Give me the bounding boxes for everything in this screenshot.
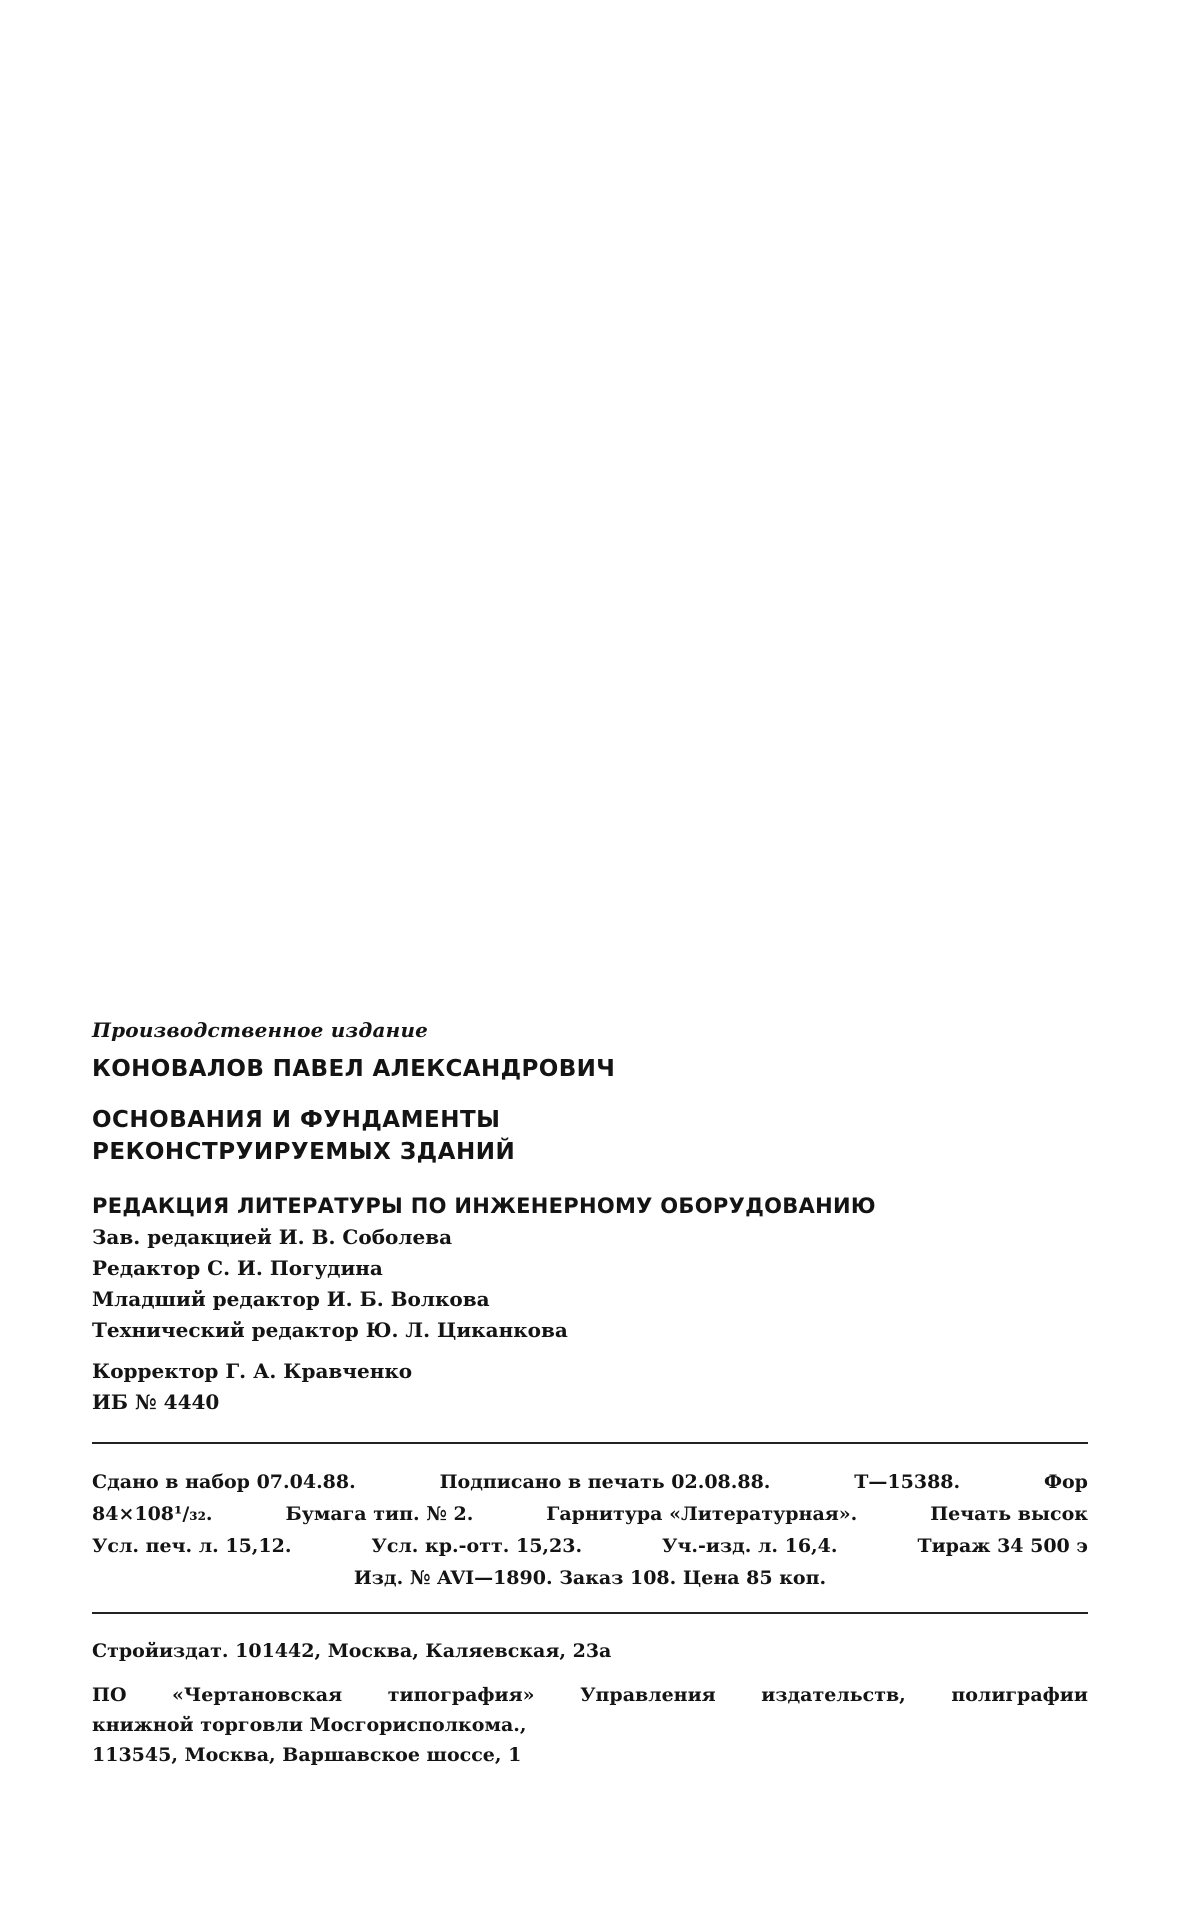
print-detail: Сдано в набор 07.04.88. [92,1471,356,1493]
book-title-line: ОСНОВАНИЯ И ФУНДАМЕНТЫ [92,1107,501,1133]
staff-line: Технический редактор Ю. Л. Циканкова [92,1318,568,1342]
print-details-line [92,1466,1088,1498]
printer-word: издательств, [761,1684,906,1706]
divider-rule [92,1442,1088,1444]
printer-word: «Чертановская [172,1684,343,1706]
printer-address: 113545, Москва, Варшавское шоссе, 1 [92,1744,522,1766]
print-detail: Гарнитура «Литературная». [546,1503,858,1525]
print-details-line [92,1498,1088,1530]
print-detail: Бумага тип. № 2. [285,1503,474,1525]
author-name: КОНОВАЛОВ ПАВЕЛ АЛЕКСАНДРОВИЧ [92,1056,616,1082]
print-detail: Т—15388. [854,1471,961,1493]
publisher-address: Стройиздат. 101442, Москва, Каляевская, 23а [92,1640,612,1662]
edition-type: Производственное издание [92,1018,429,1042]
print-detail: Печать высок [930,1503,1088,1525]
print-detail: 84×108¹/₃₂. [92,1503,213,1525]
printer-word: Управления [580,1684,716,1706]
colophon [92,1018,1088,1770]
print-detail: Уч.-изд. л. 16,4. [662,1535,838,1557]
printer-line: книжной торговли Мосгорисполкома., [92,1714,527,1736]
print-details-line: Изд. № AVI—1890. Заказ 108. Цена 85 коп. [353,1567,827,1589]
divider-rule [92,1612,1088,1614]
staff-line: Зав. редакцией И. В. Соболева [92,1225,453,1249]
printer-info [92,1680,1088,1770]
print-detail: Тираж 34 500 э [917,1535,1088,1557]
editorial-office: РЕДАКЦИЯ ЛИТЕРАТУРЫ ПО ИНЖЕНЕРНОМУ ОБОРУДОВАНИЮ [92,1194,876,1218]
book-title-line: РЕКОНСТРУИРУЕМЫХ ЗДАНИЙ [92,1139,516,1165]
book-title [92,1104,1088,1168]
corrector-line: Корректор Г. А. Кравченко [92,1359,413,1383]
print-detail: Усл. печ. л. 15,12. [92,1535,292,1557]
printer-word: типография» [387,1684,535,1706]
print-detail: Подписано в печать 02.08.88. [439,1471,771,1493]
staff-list [92,1222,1088,1346]
printer-word: ПО [92,1684,127,1706]
print-details-line [92,1530,1088,1562]
printer-word: полиграфии [951,1684,1088,1706]
staff-line: Младший редактор И. Б. Волкова [92,1287,490,1311]
print-detail: Усл. кр.-отт. 15,23. [371,1535,583,1557]
staff-list-2 [92,1356,1088,1418]
printer-line [92,1680,1088,1710]
print-details [92,1466,1088,1594]
staff-line: Редактор С. И. Погудина [92,1256,383,1280]
ib-number: ИБ № 4440 [92,1390,220,1414]
print-detail: Фор [1043,1471,1088,1493]
